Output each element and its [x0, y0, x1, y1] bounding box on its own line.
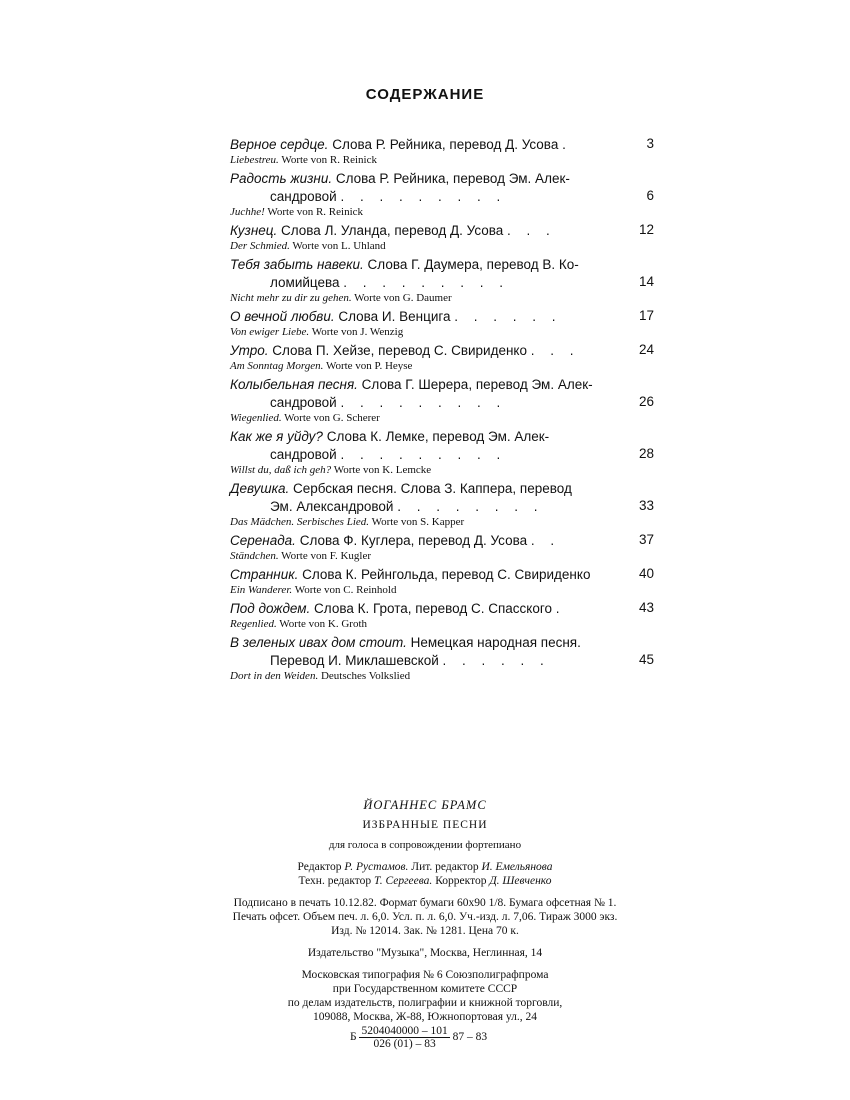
- toc-entry: [230, 634, 660, 683]
- catalog-prefix: Б: [350, 1031, 357, 1044]
- toc-entry-original-title: Regenlied.: [230, 618, 277, 630]
- toc-entry-title: В зеленых ивах дом стоит.: [230, 635, 407, 650]
- imprint-print-line-3: Изд. № 12014. Зак. № 1281. Цена 70 к.: [331, 925, 519, 937]
- toc-entry-original-credits: Worte von C. Reinhold: [292, 584, 397, 596]
- toc-entry-original-credits: Worte von R. Reinick: [264, 206, 364, 218]
- page-title: СОДЕРЖАНИЕ: [365, 86, 485, 103]
- toc-entry-original-title: Ein Wanderer.: [230, 584, 293, 596]
- toc-entry-title: Как же я уйду?: [230, 429, 323, 444]
- toc-entry-original-title: Nicht mehr zu dir zu gehen.: [230, 292, 352, 304]
- toc-entry: [230, 566, 660, 597]
- toc-entry-leader: . .: [530, 533, 561, 548]
- catalog-suffix: 87 – 83: [452, 1031, 488, 1044]
- imprint-typography-4: 109088, Москва, Ж-88, Южнопортовая ул., 24: [312, 1011, 538, 1023]
- toc-entry-credits: Слова Г. Шерера, перевод Эм. Алек-: [357, 377, 593, 392]
- toc-entry-original-title: Willst du, daß ich geh?: [230, 464, 332, 476]
- toc-entry-page-number: 33: [638, 498, 654, 513]
- toc-entry-title: Радость жизни.: [230, 171, 333, 186]
- imprint-typography-2: при Государственном комитете СССР: [332, 983, 518, 995]
- toc-entry: [230, 256, 660, 305]
- toc-entry-credits: Слова К. Рейнгольда, перевод С. Свириденко: [298, 567, 591, 582]
- catalog-code: [350, 1025, 487, 1050]
- toc-entry-original-title: Das Mädchen. Serbisches Lied.: [230, 516, 370, 528]
- table-of-contents: [230, 136, 660, 686]
- toc-entry-page-number: 24: [638, 342, 654, 357]
- toc-entry: [230, 428, 660, 477]
- toc-entry-title: Серенада.: [230, 533, 296, 548]
- toc-entry-credits-continued: Перевод И. Миклашевской: [270, 653, 439, 668]
- toc-entry-original-credits: Worte von G. Daumer: [351, 292, 452, 304]
- toc-entry: [230, 600, 660, 631]
- toc-entry-credits: Слова И. Венцига: [334, 309, 451, 324]
- toc-entry-credits-continued: Эм. Александровой: [270, 499, 394, 514]
- toc-entry-page-number: 12: [638, 222, 654, 237]
- toc-entry-title: Колыбельная песня.: [230, 377, 358, 392]
- imprint-editors: Редактор Р. Рустамов. Лит. редактор И. Емельянова: [297, 861, 553, 873]
- toc-entry-page-number: 43: [638, 600, 654, 615]
- toc-entry-title: Странник.: [230, 567, 299, 582]
- toc-entry-original-credits: Worte von F. Kugler: [278, 550, 372, 562]
- toc-entry-original-title: Juchhe!: [230, 206, 265, 218]
- toc-entry-original-credits: Worte von J. Wenzig: [309, 326, 404, 338]
- toc-entry-page-number: 37: [638, 532, 654, 547]
- toc-entry-original-title: Am Sonntag Morgen.: [230, 360, 324, 372]
- toc-entry-title: Верное сердце.: [230, 137, 329, 152]
- toc-entry-leader: . . . . . . . . .: [340, 395, 507, 410]
- toc-entry-credits: Слова Р. Рейника, перевод Эм. Алек-: [332, 171, 570, 186]
- toc-entry: [230, 480, 660, 529]
- imprint-author: ЙОГАННЕС БРАМС: [363, 798, 487, 812]
- toc-entry: [230, 532, 660, 563]
- toc-entry: [230, 136, 660, 167]
- toc-entry-page-number: 40: [638, 566, 654, 581]
- toc-entry-original-title: Liebestreu.: [230, 154, 279, 166]
- toc-entry-page-number: 3: [646, 136, 654, 151]
- toc-entry-original-title: Von ewiger Liebe.: [230, 326, 310, 338]
- toc-entry: [230, 342, 660, 373]
- imprint-print-line-1: Подписано в печать 10.12.82. Формат бумаги 60x90 1/8. Бумага офсетная № 1.: [233, 897, 617, 909]
- toc-entry-leader: .: [562, 137, 572, 152]
- toc-entry-credits-continued: сандровой: [270, 447, 337, 462]
- toc-entry-leader: . . .: [530, 343, 580, 358]
- toc-entry-original-credits: Worte von S. Kapper: [369, 516, 465, 528]
- toc-entry-original-credits: Worte von P. Heyse: [323, 360, 413, 372]
- toc-entry-leader: .: [555, 601, 566, 616]
- imprint-publisher: Издательство "Музыка", Москва, Неглинная, 14: [307, 947, 543, 959]
- toc-entry: [230, 308, 660, 339]
- toc-entry-original-title: Ständchen.: [230, 550, 279, 562]
- toc-entry-credits: Слова Г. Даумера, перевод В. Ко-: [363, 257, 579, 272]
- toc-entry-credits: Слова Ф. Куглера, перевод Д. Усова: [295, 533, 528, 548]
- toc-entry-original-title: Wiegenlied.: [230, 412, 282, 424]
- toc-entry-page-number: 45: [638, 652, 654, 667]
- toc-entry-original-title: Dort in den Weiden.: [230, 670, 319, 682]
- toc-entry-page-number: 6: [646, 188, 654, 203]
- toc-entry-original-title: Der Schmied.: [230, 240, 290, 252]
- toc-entry-credits: Слова К. Лемке, перевод Эм. Алек-: [322, 429, 550, 444]
- catalog-denominator: 026 (01) – 83: [373, 1038, 436, 1050]
- toc-entry-title: Тебя забыть навеки.: [230, 257, 364, 272]
- toc-entry-original-credits: Worte von K. Groth: [276, 618, 367, 630]
- toc-entry-credits-continued: сандровой: [270, 189, 337, 204]
- toc-entry-leader: . . . . . .: [442, 653, 550, 668]
- imprint-typography-1: Московская типография № 6 Союзполиграфпрома: [301, 969, 549, 981]
- toc-entry-credits: Слова Р. Рейника, перевод Д. Усова: [328, 137, 559, 152]
- toc-entry-leader: . . . . . . . . .: [340, 447, 507, 462]
- toc-entry-credits: Слова П. Хейзе, перевод С. Свириденко: [268, 343, 527, 358]
- toc-entry-title: Утро.: [230, 343, 269, 358]
- catalog-numerator: 5204040000 – 101: [361, 1025, 448, 1037]
- imprint-book-title: ИЗБРАННЫЕ ПЕСНИ: [362, 819, 488, 831]
- toc-entry-leader: . . . . . . . .: [397, 499, 544, 514]
- toc-entry-leader: . . .: [507, 223, 556, 238]
- toc-entry-leader: . . . . . .: [454, 309, 562, 324]
- toc-entry-leader: . . . . . . . . .: [343, 275, 510, 290]
- imprint-print-line-2: Печать офсет. Объем печ. л. 6,0. Усл. п. л. 6,0. Уч.-изд. л. 7,06. Тираж 3000 экз.: [232, 911, 618, 923]
- toc-entry-credits-continued: ломийцева: [270, 275, 340, 290]
- toc-entry-credits: Слова Л. Уланда, перевод Д. Усова: [277, 223, 504, 238]
- toc-entry-original-credits: Worte von K. Lemcke: [331, 464, 432, 476]
- toc-entry-page-number: 14: [638, 274, 654, 289]
- imprint-typography-3: по делам издательств, полиграфии и книжной торговли,: [287, 997, 563, 1009]
- imprint-subtitle: для голоса в сопровождении фортепиано: [328, 839, 522, 851]
- toc-entry-page-number: 28: [638, 446, 654, 461]
- toc-entry-credits: Немецкая народная песня.: [406, 635, 581, 650]
- toc-entry: [230, 222, 660, 253]
- toc-entry-title: О вечной любви.: [230, 309, 335, 324]
- toc-entry-original-credits: Worte von G. Scherer: [281, 412, 380, 424]
- toc-entry-original-credits: Worte von R. Reinick: [278, 154, 377, 166]
- toc-entry: [230, 376, 660, 425]
- imprint-tech-editors: Техн. редактор Т. Сергеева. Корректор Д. Шевченко: [298, 875, 552, 887]
- toc-entry-title: Под дождем.: [230, 601, 311, 616]
- toc-entry-title: Кузнец.: [230, 223, 278, 238]
- toc-entry-credits: Слова К. Грота, перевод С. Спасского: [310, 601, 553, 616]
- toc-entry-credits: Сербская песня. Слова З. Каппера, перевод: [289, 481, 572, 496]
- toc-entry-leader: . . . . . . . . .: [340, 189, 507, 204]
- toc-entry-credits-continued: сандровой: [270, 395, 337, 410]
- toc-entry-original-credits: Deutsches Volkslied: [318, 670, 411, 682]
- toc-entry-title: Девушка.: [230, 481, 290, 496]
- toc-entry-page-number: 17: [638, 308, 654, 323]
- toc-entry-page-number: 26: [638, 394, 654, 409]
- imprint: [200, 798, 650, 1024]
- toc-entry-original-credits: Worte von L. Uhland: [289, 240, 386, 252]
- toc-entry: [230, 170, 660, 219]
